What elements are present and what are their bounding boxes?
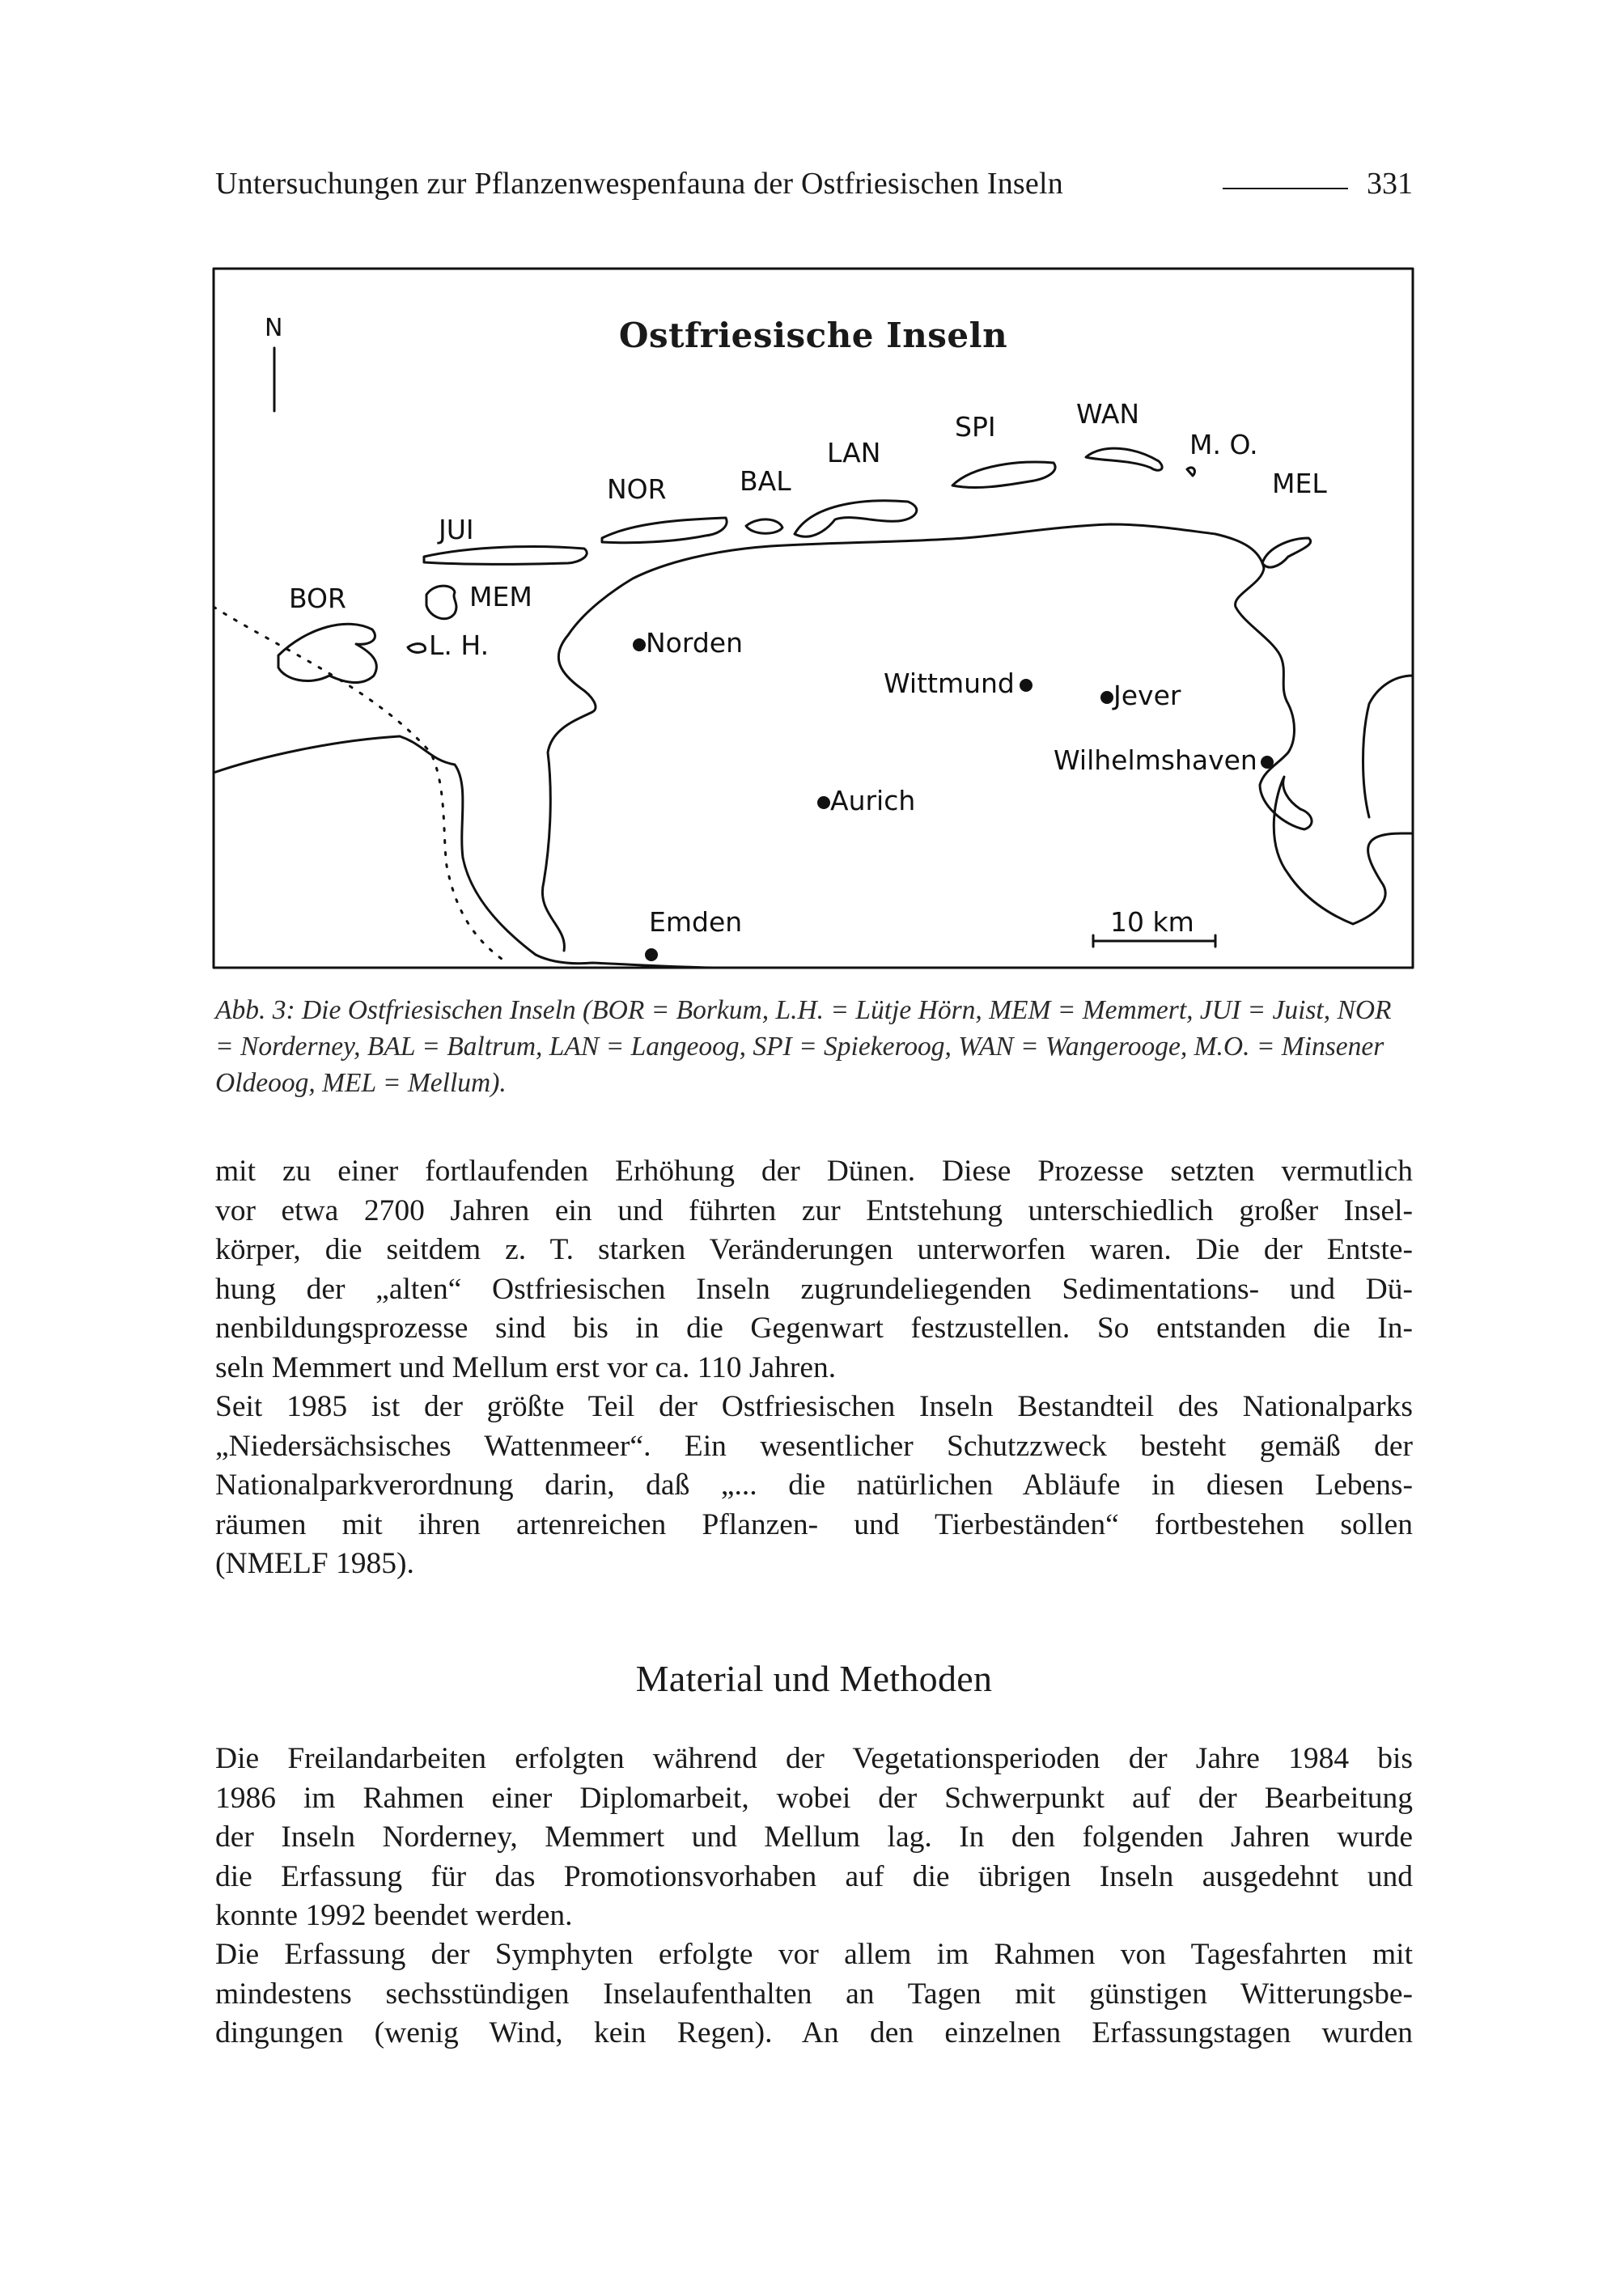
- text-line: vor etwa 2700 Jahren ein und führten zur Entstehung unterschiedlich großer Insel-: [215, 1193, 1413, 1227]
- text-line: Die Erfassung der Symphyten erfolgte vor allem im Rahmen von Tagesfahrten mit: [215, 1938, 1413, 1971]
- island-memmert: [426, 586, 456, 619]
- town-wilhelmshaven: [1054, 744, 1274, 776]
- text-line: körper, die seitdem z. T. starken Veränderungen unterworfen waren. Die der Entste-: [215, 1233, 1413, 1266]
- eastern-coast: [1363, 676, 1414, 817]
- text-line: konnte 1992 beendet werden.: [215, 1899, 573, 1932]
- label-borkum: BOR: [289, 583, 346, 614]
- town-wilhelmshaven-label: Wilhelmshaven: [1054, 744, 1257, 776]
- island-langeoog: [795, 501, 917, 536]
- page-number: 331: [1367, 167, 1413, 201]
- town-wittmund-label: Wittmund: [884, 668, 1015, 699]
- town-emden: Emden: [649, 906, 743, 938]
- text-line: mindestens sechsstündigen Inselaufenthalten an Tagen mit günstigen Witterungsbe-: [215, 1977, 1413, 2011]
- figure-caption: Abb. 3: Die Ostfriesischen Inseln (BOR = Borkum, L.H. = Lütje Hörn, MEM = Memmert, JUI = Juist, NOR = Norderney, BAL = Baltrum, LAN = Langeoog, SPI = Spiekeroog, WAN = Wangerooge, M.O. = Minsener Oldeoog, MEL = Mellum).: [215, 995, 1392, 1098]
- island-minsener-oldeoog: [1187, 468, 1194, 476]
- text-line: Die Freilandarbeiten erfolgten während der Vegetationsperioden der Jahre 1984 bis: [215, 1742, 1413, 1775]
- island-wangerooge: [1086, 448, 1162, 470]
- town-aurich-label: Aurich: [830, 785, 916, 816]
- north-label: N: [265, 314, 283, 342]
- town-jever-label: Jever: [1113, 680, 1181, 711]
- paragraph-dune-formation: [215, 1152, 1413, 1388]
- jade-bay: [1274, 777, 1413, 924]
- label-memmert: MEM: [469, 581, 532, 612]
- label-luetje-hoern: L. H.: [429, 629, 490, 661]
- paragraph-fieldwork: [215, 1740, 1413, 1936]
- town-wittmund: [884, 668, 1032, 699]
- map-border: [214, 269, 1413, 968]
- label-wangerooge: WAN: [1076, 398, 1140, 430]
- town-norden-label: Norden: [646, 627, 744, 659]
- map-title: Ostfriesische Inseln: [618, 316, 1008, 355]
- label-juist: JUI: [439, 514, 474, 545]
- text-line: Nationalparkverordnung darin, daß „... die natürlichen Abläufe in diesen Lebens-: [215, 1469, 1413, 1502]
- scale-label: 10 km: [1110, 906, 1194, 938]
- text-line: die Erfassung für das Promotionsvorhaben auf die übrigen Inseln ausgedehnt und: [215, 1859, 1413, 1893]
- town-dot: [1020, 679, 1032, 692]
- town-dot: [1261, 756, 1274, 769]
- paragraph-national-park: [215, 1388, 1413, 1584]
- section-heading: Material und Methoden: [635, 1658, 993, 1699]
- text-line: (NMELF 1985).: [215, 1547, 414, 1580]
- island-mellum: [1262, 538, 1311, 567]
- text-line: seln Memmert und Mellum erst vor ca. 110 Jahren.: [215, 1350, 837, 1384]
- running-title: Untersuchungen zur Pflanzenwespenfauna der Ostfriesischen Inseln: [215, 167, 1063, 201]
- text-line: „Niedersächsisches Wattenmeer“. Ein wesentlicher Schutzzweck besteht gemäß der: [215, 1429, 1413, 1463]
- emden-estuary: [214, 736, 714, 968]
- header-rule: [1223, 188, 1348, 189]
- island-luetje-hoern: [408, 644, 425, 653]
- label-baltrum: BAL: [740, 465, 791, 497]
- island-norderney: [602, 518, 727, 543]
- town-jever: [1100, 680, 1181, 711]
- text-line: dingungen (wenig Wind, kein Regen). An den einzelnen Erfassungstagen wurden: [215, 2016, 1413, 2049]
- label-norderney: NOR: [607, 473, 667, 505]
- paragraph-survey: [215, 1935, 1413, 2054]
- label-langeoog: LAN: [827, 437, 881, 468]
- town-norden: [633, 627, 743, 659]
- text-line: hung der „alten“ Ostfriesischen Inseln zugrundeliegenden Sedimentations- und Dü-: [215, 1272, 1413, 1306]
- text-line: 1986 im Rahmen einer Diplomarbeit, wobei der Schwerpunkt auf der Bearbeitung: [215, 1781, 1413, 1815]
- label-mellum: MEL: [1272, 468, 1327, 499]
- town-dot: [817, 796, 830, 809]
- island-borkum: [278, 624, 376, 682]
- text-line: räumen mit ihren artenreichen Pflanzen- und Tierbeständen“ fortbestehen sollen: [215, 1507, 1413, 1541]
- town-dot: [633, 638, 646, 651]
- town-dot: [1100, 691, 1113, 704]
- town-dot-emden: [645, 948, 658, 961]
- text-line: Seit 1985 ist der größte Teil der Ostfriesischen Inseln Bestandteil des Nationalparks: [215, 1390, 1413, 1423]
- mainland-coastline: [542, 524, 1312, 951]
- map-drawing: [212, 267, 1414, 969]
- map-figure: [212, 267, 1414, 969]
- label-minsener-oldeoog: M. O.: [1189, 429, 1258, 460]
- island-spiekeroog: [952, 462, 1055, 488]
- text-line: nenbildungsprozesse sind bis in die Gegenwart festzustellen. So entstanden die In-: [215, 1312, 1413, 1345]
- island-baltrum: [746, 519, 782, 533]
- text-line: mit zu einer fortlaufenden Erhöhung der Dünen. Diese Prozesse setzten vermutlich: [215, 1155, 1413, 1188]
- text-line: der Inseln Norderney, Memmert und Mellum lag. In den folgenden Jahren wurde: [215, 1820, 1413, 1854]
- town-aurich: [817, 785, 915, 816]
- page-header: [215, 166, 1413, 214]
- label-spiekeroog: SPI: [955, 411, 996, 443]
- island-juist: [424, 546, 587, 564]
